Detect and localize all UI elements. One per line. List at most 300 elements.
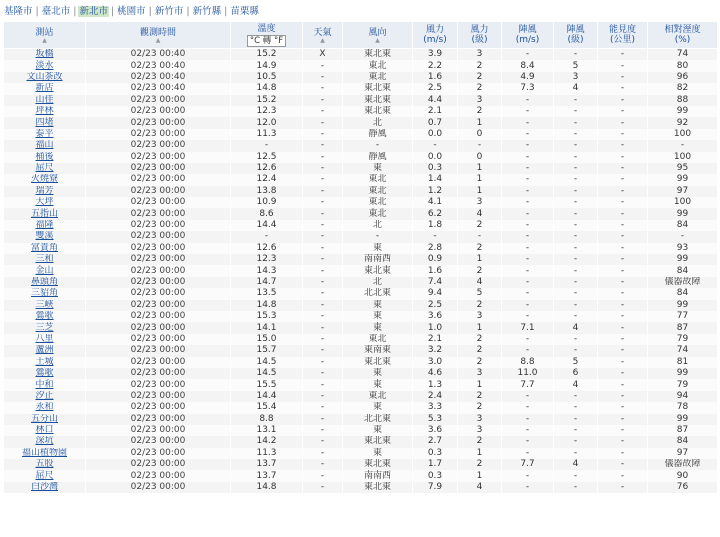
cell-wind-speed: 3.2 [413,345,458,356]
cell-wind-dir: 東北東 [343,357,413,368]
cell-station [4,402,86,413]
cell-time: 02/23 00:40 [86,83,231,94]
cell-weather: - [303,106,343,117]
cell-wind-dir: 東北東 [343,83,413,94]
cell-wind-dir: 東北東 [343,482,413,493]
cell-humidity: 99 [648,208,718,219]
cell-gust-level: - [554,243,598,254]
cell-gust-speed: 7.3 [502,83,554,94]
col-visibility-label: 能見度 [608,25,636,35]
cell-time: 02/23 00:00 [86,174,231,185]
cell-gust-speed: - [502,402,554,413]
cell-humidity: 84 [648,265,718,276]
cell-wind-dir: 東 [343,311,413,322]
cell-humidity: 87 [648,425,718,436]
station-link[interactable]: 大坪 [35,197,54,208]
cell-gust-speed: - [502,470,554,481]
cell-wind-dir: 北北東 [343,414,413,425]
cell-station [4,482,86,493]
cell-gust-speed: - [502,129,554,140]
cell-station [4,357,86,368]
station-link[interactable]: 林口 [35,425,54,436]
cell-wind-dir: 東北 [343,334,413,345]
cell-gust-level: - [554,163,598,174]
station-link[interactable]: 五分山 [30,413,58,424]
cell-gust-level: 5 [554,357,598,368]
cell-wind-speed: 1.0 [413,322,458,333]
cell-weather: - [303,163,343,174]
cell-wind-speed: 0.0 [413,129,458,140]
station-link[interactable]: 五股 [35,459,54,470]
cell-wind-dir: 東 [343,402,413,413]
col-visibility-unit: (公里) [609,35,636,45]
cell-wind-level: 2 [458,243,502,254]
cell-wind-speed: 1.4 [413,174,458,185]
cell-visibility: - [598,163,648,174]
cell-weather: - [303,72,343,83]
table-row [4,470,718,481]
cell-gust-speed: - [502,425,554,436]
cell-wind-dir: 東北東 [343,95,413,106]
cell-time: 02/23 00:00 [86,152,231,163]
cell-station [4,174,86,185]
cell-humidity: 79 [648,334,718,345]
station-link[interactable]: 文山茶改 [26,71,63,82]
cell-gust-speed: - [502,174,554,185]
cell-weather: - [303,459,343,470]
cell-gust-level: - [554,254,598,265]
cell-time: 02/23 00:00 [86,265,231,276]
cell-time: 02/23 00:00 [86,379,231,390]
cell-time: 02/23 00:00 [86,482,231,493]
cell-wind-level: 2 [458,402,502,413]
cell-weather: - [303,436,343,447]
cell-wind-speed: 2.2 [413,60,458,71]
table-row [4,174,718,185]
table-row [4,414,718,425]
cell-time: 02/23 00:00 [86,425,231,436]
cell-gust-level: - [554,300,598,311]
cell-weather: X [303,49,343,61]
cell-visibility: - [598,197,648,208]
cell-station [4,277,86,288]
cell-wind-level: 3 [458,49,502,61]
cell-gust-level: 3 [554,72,598,83]
cell-gust-level: - [554,95,598,106]
cell-temp: 14.4 [231,220,303,231]
cell-time: 02/23 00:00 [86,163,231,174]
cell-station [4,208,86,219]
cell-time: 02/23 00:00 [86,311,231,322]
cell-station [4,243,86,254]
table-row [4,106,718,117]
table-row [4,220,718,231]
station-link[interactable]: 山佳 [35,94,54,105]
cell-time: 02/23 00:00 [86,254,231,265]
cell-weather: - [303,300,343,311]
cell-humidity: 88 [648,95,718,106]
cell-wind-speed: 1.3 [413,379,458,390]
cell-station [4,72,86,83]
cell-weather: - [303,243,343,254]
cell-temp: 13.8 [231,186,303,197]
cell-time: 02/23 00:00 [86,368,231,379]
nav-county-link[interactable]: 新竹市 [154,6,184,17]
cell-gust-level: - [554,448,598,459]
cell-weather: - [303,140,343,151]
cell-humidity: 97 [648,448,718,459]
station-link[interactable]: 坪林 [35,106,54,117]
cell-gust-speed: - [502,448,554,459]
cell-visibility: - [598,174,648,185]
cell-weather: - [303,357,343,368]
col-gust-speed[interactable] [502,22,554,49]
col-wind-speed[interactable] [413,22,458,49]
cell-wind-speed: 2.1 [413,334,458,345]
cell-wind-level: - [458,140,502,151]
cell-wind-speed: 2.7 [413,436,458,447]
cell-gust-level: 5 [554,60,598,71]
cell-visibility: - [598,322,648,333]
col-gust-level[interactable] [554,22,598,49]
cell-gust-speed: - [502,106,554,117]
station-link[interactable]: 鶯歌 [35,311,54,322]
col-temp[interactable] [231,22,303,49]
station-link[interactable]: 泰平 [35,128,54,139]
col-station[interactable] [4,22,86,49]
cell-temp: 14.1 [231,322,303,333]
cell-gust-speed: - [502,265,554,276]
cell-wind-level: 2 [458,357,502,368]
cell-station [4,163,86,174]
nav-separator: | [224,6,228,17]
cell-temp: 10.9 [231,197,303,208]
cell-wind-level: 3 [458,414,502,425]
table-row [4,140,718,151]
cell-temp: 12.3 [231,106,303,117]
cell-wind-level: 0 [458,129,502,140]
cell-time: 02/23 00:00 [86,231,231,242]
cell-weather: - [303,334,343,345]
cell-humidity: 99 [648,300,718,311]
cell-visibility: - [598,277,648,288]
cell-time: 02/23 00:00 [86,470,231,481]
station-link[interactable]: 三貂角 [30,288,58,299]
station-link[interactable]: 屈尺 [35,163,54,174]
cell-wind-dir: 南南西 [343,470,413,481]
cell-gust-speed: - [502,208,554,219]
cell-wind-speed: 2.8 [413,243,458,254]
cell-station [4,414,86,425]
col-wind-dir[interactable] [343,22,413,49]
cell-station [4,220,86,231]
cell-wind-dir: 東北 [343,208,413,219]
cell-visibility: - [598,129,648,140]
table-row [4,95,718,106]
cell-gust-level: 6 [554,368,598,379]
cell-wind-speed: 1.2 [413,186,458,197]
cell-visibility: - [598,220,648,231]
station-link[interactable]: 雙溪 [35,231,54,242]
station-link[interactable]: 五指山 [30,208,58,219]
cell-weather: - [303,402,343,413]
cell-temp: 14.4 [231,391,303,402]
cell-wind-level: 2 [458,265,502,276]
station-link[interactable]: 瑞芳 [35,185,54,196]
cell-wind-speed: 2.5 [413,83,458,94]
station-link[interactable]: 白沙灣 [30,482,58,493]
table-row [4,277,718,288]
station-link[interactable]: 汐止 [35,390,54,401]
cell-station [4,448,86,459]
station-link[interactable]: 鼻頭角 [30,277,58,287]
cell-time: 02/23 00:00 [86,277,231,288]
cell-gust-speed: 8.8 [502,357,554,368]
station-link[interactable]: 鶯歌 [35,368,54,379]
cell-station [4,425,86,436]
cell-wind-level: 1 [458,117,502,128]
cell-temp: - [231,231,303,242]
cell-temp: 14.5 [231,357,303,368]
cell-gust-speed: - [502,231,554,242]
cell-time: 02/23 00:00 [86,95,231,106]
cell-gust-level: - [554,470,598,481]
cell-weather: - [303,117,343,128]
col-wind-speed-label: 風力 [425,25,444,35]
table-row [4,117,718,128]
station-link[interactable]: 屈尺 [35,470,54,481]
cell-visibility: - [598,300,648,311]
col-time-label: 觀測時間 [139,27,176,38]
cell-wind-dir: 北 [343,117,413,128]
cell-time: 02/23 00:00 [86,345,231,356]
col-wind-dir-label: 風向 [368,27,387,38]
cell-wind-speed: 0.3 [413,470,458,481]
sort-arrow-icon: ▲ [42,36,47,44]
cell-gust-speed: - [502,311,554,322]
cell-visibility: - [598,186,648,197]
cell-gust-speed: 4.9 [502,72,554,83]
cell-temp: 15.5 [231,379,303,390]
cell-wind-speed: 4.1 [413,197,458,208]
station-link[interactable]: 桶後 [35,151,54,162]
col-wind-level-unit: (級) [471,35,488,45]
temp-unit-toggle[interactable]: °C 轉 °F [247,35,286,47]
col-wind-speed-unit: (m/s) [423,35,447,45]
station-link[interactable]: 土城 [35,356,54,367]
cell-gust-speed: - [502,117,554,128]
station-link[interactable]: 金山 [35,265,54,276]
nav-county-link[interactable]: 桃園市 [117,6,146,17]
cell-temp: 10.5 [231,72,303,83]
cell-wind-speed: - [413,231,458,242]
cell-gust-level: - [554,277,598,288]
cell-humidity: 84 [648,436,718,447]
cell-gust-speed: 7.1 [502,322,554,333]
cell-humidity: 84 [648,220,718,231]
cell-time: 02/23 00:00 [86,391,231,402]
nav-separator: | [148,6,152,17]
cell-gust-level: - [554,265,598,276]
cell-weather: - [303,254,343,265]
cell-gust-level: - [554,414,598,425]
cell-weather: - [303,322,343,333]
cell-weather: - [303,265,343,276]
station-link[interactable]: 火燒寮 [30,174,58,185]
cell-humidity: 99 [648,106,718,117]
cell-gust-speed: - [502,197,554,208]
table-row [4,482,718,493]
cell-weather: - [303,414,343,425]
cell-visibility: - [598,288,648,299]
cell-humidity: 87 [648,322,718,333]
col-wind-level[interactable] [458,22,502,49]
cell-wind-dir: 東北東 [343,436,413,447]
cell-temp: 8.6 [231,208,303,219]
cell-station [4,334,86,345]
cell-time: 02/23 00:00 [86,208,231,219]
station-link[interactable]: 福山 [35,140,54,151]
cell-wind-dir: 東北 [343,391,413,402]
cell-temp: 15.7 [231,345,303,356]
col-humidity[interactable] [648,22,718,49]
cell-temp: 14.3 [231,265,303,276]
sort-arrow-icon: ▲ [320,36,325,44]
cell-gust-level: - [554,49,598,61]
station-link[interactable]: 八里 [35,333,54,344]
sort-arrow-icon: ▲ [375,36,380,44]
table-row [4,345,718,356]
cell-station [4,470,86,481]
cell-temp: 13.7 [231,459,303,470]
nav-county-link[interactable]: 苗栗縣 [230,6,259,17]
col-time[interactable] [86,22,231,49]
station-link[interactable]: 永和 [35,402,54,413]
cell-gust-speed: - [502,482,554,493]
cell-temp: 14.2 [231,436,303,447]
cell-wind-speed: 2.1 [413,106,458,117]
cell-station [4,60,86,71]
nav-county-link[interactable]: 基隆市 [4,6,33,17]
station-link[interactable]: 蘆洲 [35,345,54,356]
cell-wind-dir: 東北 [343,174,413,185]
cell-humidity: 92 [648,117,718,128]
cell-gust-level: 4 [554,322,598,333]
table-row [4,197,718,208]
cell-weather: - [303,208,343,219]
station-link[interactable]: 坂橋 [35,49,54,60]
cell-gust-speed: - [502,345,554,356]
col-temp-label: 溫度 [257,23,276,34]
cell-weather: - [303,345,343,356]
cell-wind-speed: 1.6 [413,265,458,276]
cell-gust-level: - [554,482,598,493]
table-row [4,208,718,219]
station-link[interactable]: 中和 [35,379,54,390]
cell-wind-speed: 0.9 [413,254,458,265]
station-link[interactable]: 福隆 [35,220,54,231]
cell-humidity: 97 [648,186,718,197]
cell-gust-speed: - [502,334,554,345]
cell-gust-speed: - [502,288,554,299]
cell-time: 02/23 00:00 [86,117,231,128]
cell-visibility: - [598,482,648,493]
cell-visibility: - [598,60,648,71]
station-link[interactable]: 淡水 [35,60,54,71]
cell-temp: 11.3 [231,129,303,140]
cell-time: 02/23 00:00 [86,220,231,231]
cell-station [4,345,86,356]
cell-wind-dir: 靜風 [343,129,413,140]
cell-humidity: 100 [648,197,718,208]
table-row [4,357,718,368]
nav-separator: | [110,6,115,17]
cell-station [4,368,86,379]
station-link[interactable]: 三峽 [35,299,54,310]
station-link[interactable]: 新店 [35,83,54,94]
cell-humidity: - [648,140,718,151]
cell-wind-dir: 東北 [343,186,413,197]
cell-time: 02/23 00:00 [86,243,231,254]
station-link[interactable]: 三芝 [35,322,54,333]
cell-humidity: 84 [648,288,718,299]
cell-gust-level: - [554,436,598,447]
cell-visibility: - [598,95,648,106]
cell-time: 02/23 00:00 [86,300,231,311]
cell-gust-speed: 7.7 [502,379,554,390]
cell-wind-dir: 東 [343,379,413,390]
cell-wind-speed: 5.3 [413,414,458,425]
cell-temp: 14.8 [231,300,303,311]
cell-station [4,186,86,197]
nav-county-link[interactable]: 新北市 [79,6,108,17]
col-visibility[interactable] [598,22,648,49]
cell-visibility: - [598,414,648,425]
cell-time: 02/23 00:00 [86,402,231,413]
cell-weather: - [303,277,343,288]
table-row [4,334,718,345]
cell-weather: - [303,470,343,481]
cell-gust-speed: - [502,95,554,106]
station-link[interactable]: 福山植物園 [21,447,67,458]
cell-humidity: 81 [648,357,718,368]
cell-humidity: 90 [648,470,718,481]
cell-wind-dir: 東北東 [343,265,413,276]
table-row [4,83,718,94]
station-link[interactable]: 三和 [35,254,54,265]
cell-temp: 15.2 [231,95,303,106]
cell-wind-level: 4 [458,277,502,288]
col-weather[interactable] [303,22,343,49]
cell-humidity: 儀器故障 [648,459,718,470]
cell-weather: - [303,288,343,299]
station-link[interactable]: 深坑 [35,436,54,447]
cell-wind-speed: 1.8 [413,220,458,231]
nav-county-link[interactable]: 臺北市 [41,6,71,17]
county-nav [0,0,720,18]
cell-weather: - [303,174,343,185]
cell-wind-speed: 3.0 [413,357,458,368]
cell-humidity: 99 [648,254,718,265]
station-link[interactable]: 四堵 [35,117,54,128]
nav-county-link[interactable]: 新竹縣 [192,6,222,17]
cell-gust-level: - [554,208,598,219]
cell-gust-level: - [554,391,598,402]
cell-humidity: 96 [648,72,718,83]
nav-separator: | [73,6,77,17]
station-link[interactable]: 富貴角 [30,242,58,253]
cell-station [4,129,86,140]
